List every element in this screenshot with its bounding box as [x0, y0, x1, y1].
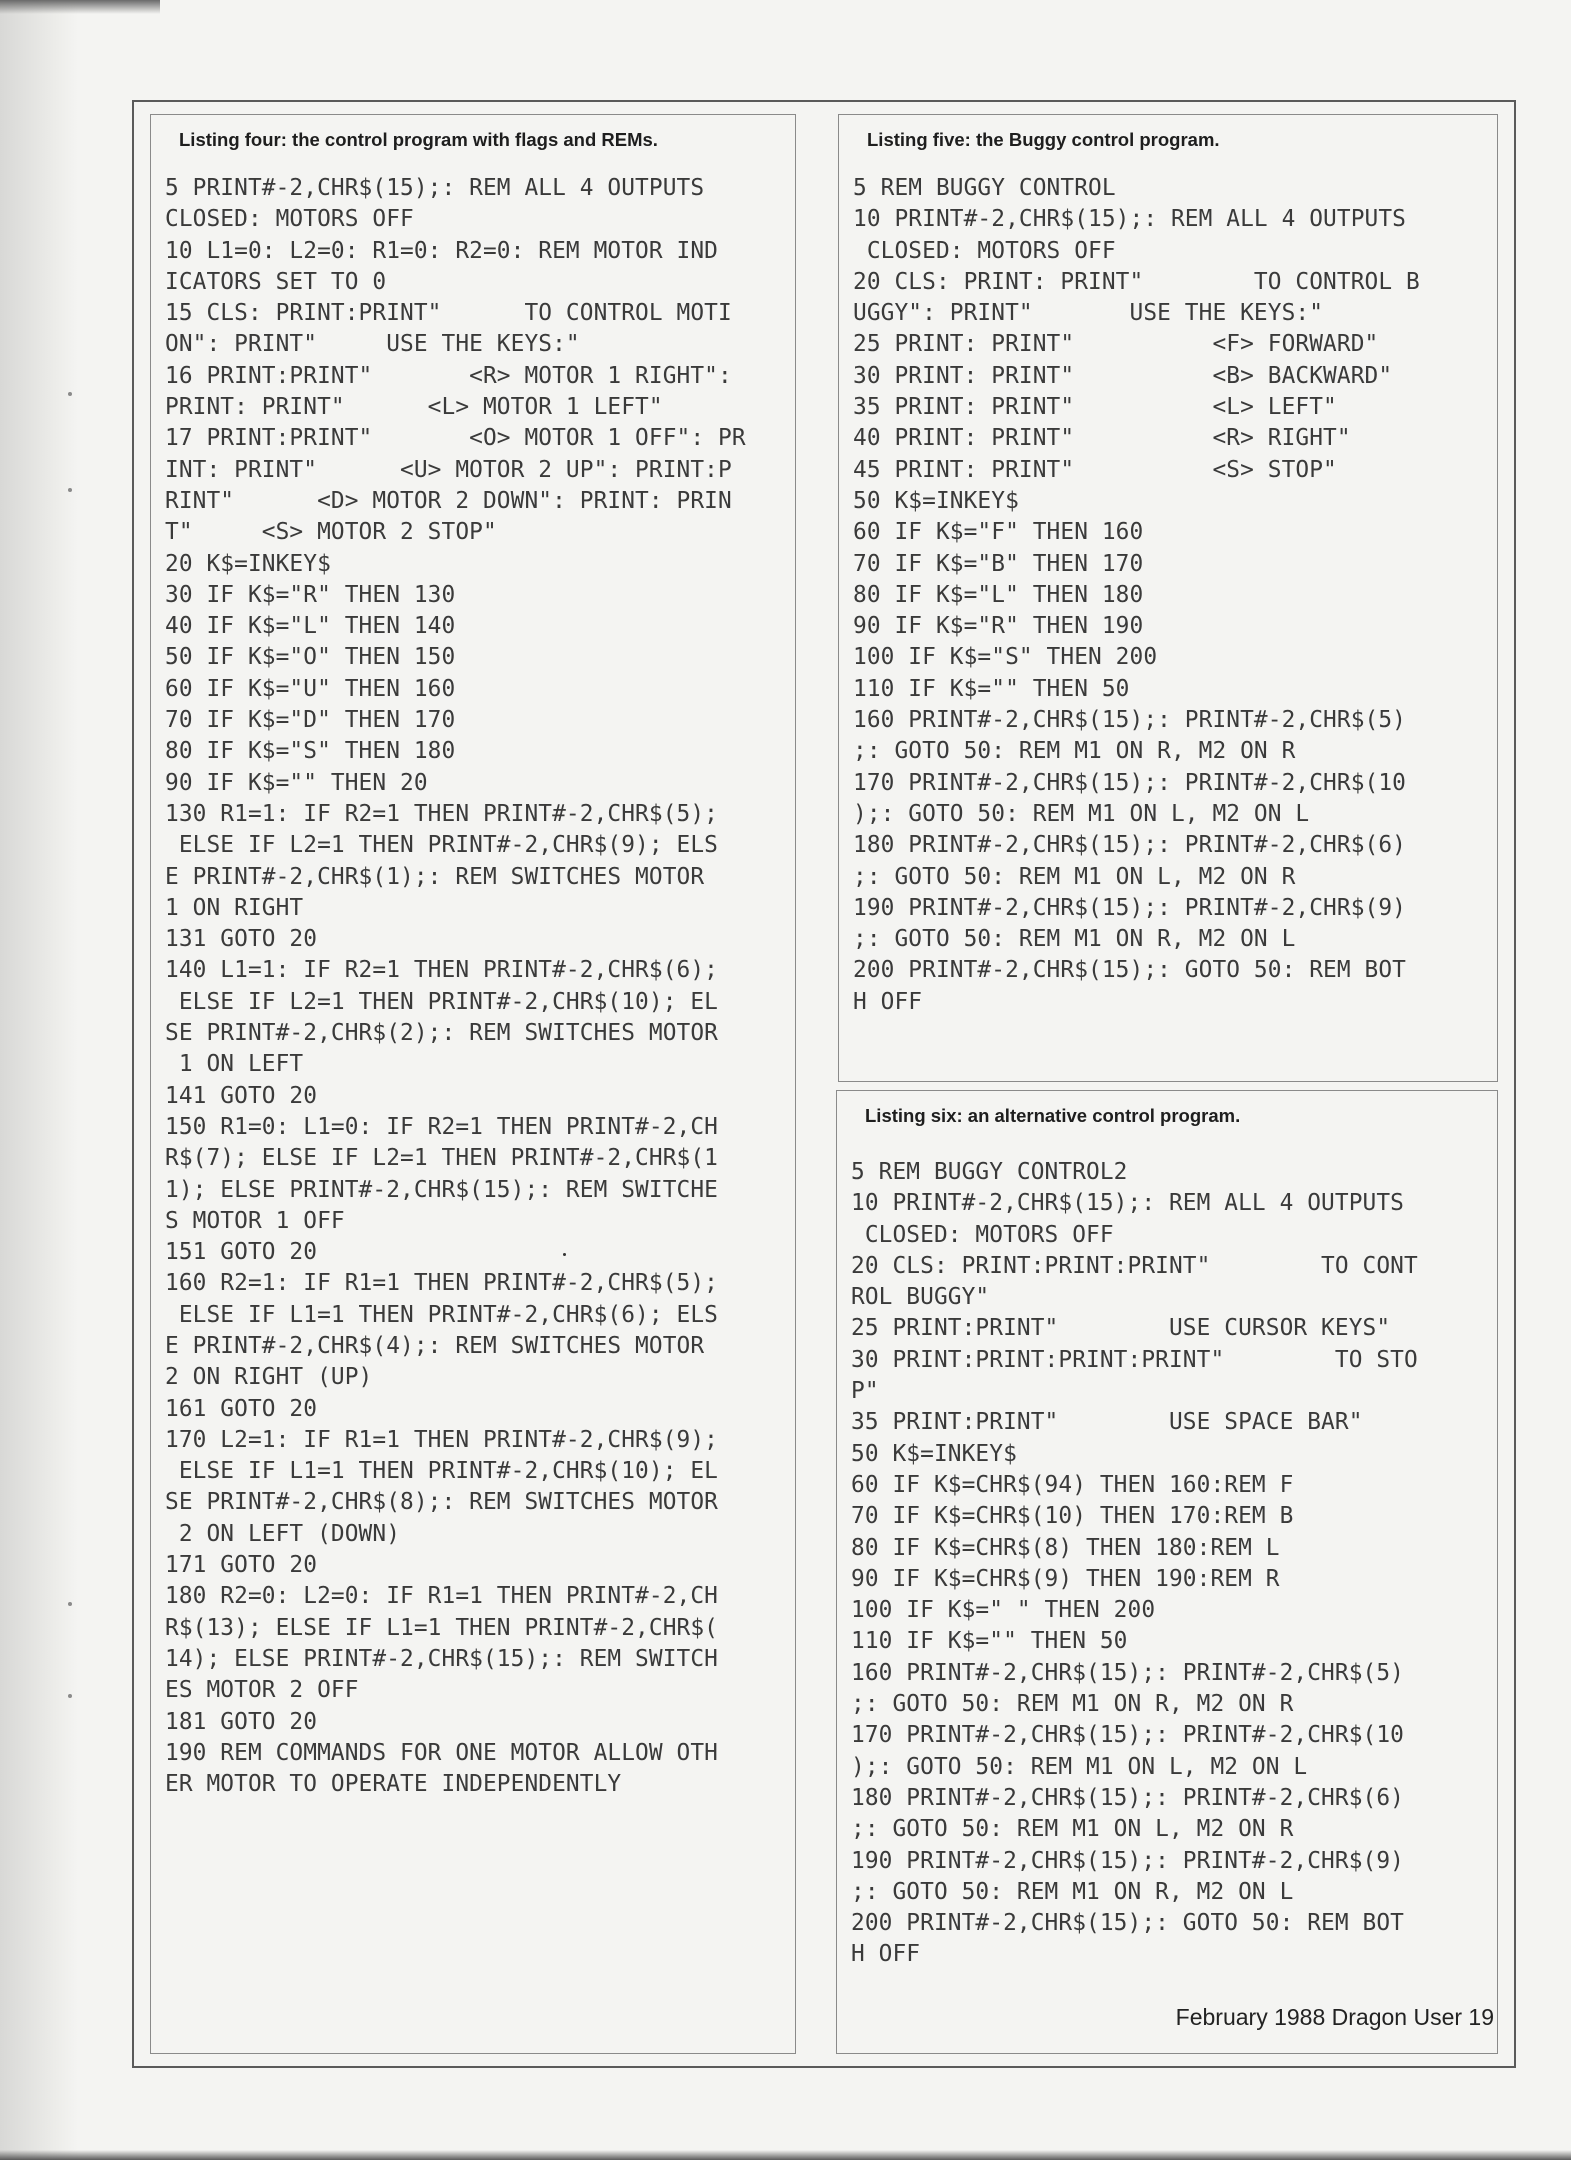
code-line: 2 ON LEFT (DOWN)	[165, 1520, 401, 1547]
code-line: );: GOTO 50: REM M1 ON L, M2 ON L	[851, 1753, 1308, 1780]
margin-mark	[68, 392, 72, 396]
code-line: 160 PRINT#-2,CHR$(15);: PRINT#-2,CHR$(5)	[851, 1659, 1404, 1686]
code-line: 180 PRINT#-2,CHR$(15);: PRINT#-2,CHR$(6)	[853, 832, 1406, 859]
code-line: ELSE IF L2=1 THEN PRINT#-2,CHR$(9); ELS	[165, 832, 718, 859]
code-line: ELSE IF L2=1 THEN PRINT#-2,CHR$(10); EL	[165, 988, 718, 1015]
code-line: 151 GOTO 20	[165, 1239, 318, 1266]
listing-four-code	[165, 173, 746, 1800]
code-line: SE PRINT#-2,CHR$(8);: REM SWITCHES MOTOR	[165, 1489, 718, 1516]
code-line: 131 GOTO 20	[165, 926, 318, 953]
code-line: T" <S> MOTOR 2 STOP"	[165, 519, 497, 546]
code-line: 170 PRINT#-2,CHR$(15);: PRINT#-2,CHR$(10	[851, 1722, 1404, 1749]
code-line: 25 PRINT: PRINT" <F> FORWARD"	[853, 331, 1379, 358]
code-line: 140 L1=1: IF R2=1 THEN PRINT#-2,CHR$(6);	[165, 957, 718, 984]
code-line: 200 PRINT#-2,CHR$(15);: GOTO 50: REM BOT	[851, 1910, 1404, 1937]
code-line: 60 IF K$=CHR$(94) THEN 160:REM F	[851, 1471, 1294, 1498]
code-line: );: GOTO 50: REM M1 ON L, M2 ON L	[853, 800, 1310, 827]
code-line: ER MOTOR TO OPERATE INDEPENDENTLY	[165, 1771, 622, 1798]
code-line: 141 GOTO 20	[165, 1082, 318, 1109]
code-line: 160 R2=1: IF R1=1 THEN PRINT#-2,CHR$(5);	[165, 1270, 718, 1297]
code-line: 15 CLS: PRINT:PRINT" TO CONTROL MOTI	[165, 300, 732, 327]
code-line: CLOSED: MOTORS OFF	[853, 237, 1116, 264]
code-line: 5 PRINT#-2,CHR$(15);: REM ALL 4 OUTPUTS	[165, 175, 705, 201]
code-line: ;: GOTO 50: REM M1 ON R, M2 ON R	[853, 738, 1296, 765]
code-line: ;: GOTO 50: REM M1 ON L, M2 ON R	[853, 863, 1296, 890]
code-line: 70 IF K$="B" THEN 170	[853, 550, 1144, 577]
code-line: 1 ON RIGHT	[165, 894, 304, 921]
listing-four-box	[150, 114, 796, 2054]
code-line: 50 K$=INKEY$	[853, 487, 1019, 514]
margin-mark	[68, 1694, 72, 1698]
code-line: SE PRINT#-2,CHR$(2);: REM SWITCHES MOTOR	[165, 1020, 718, 1047]
code-line: 10 L1=0: L2=0: R1=0: R2=0: REM MOTOR IND	[165, 237, 718, 264]
code-line: 35 PRINT:PRINT" USE SPACE BAR"	[851, 1409, 1363, 1436]
listing-five-title: Listing five: the Buggy control program.	[867, 129, 1220, 150]
code-line: 10 PRINT#-2,CHR$(15);: REM ALL 4 OUTPUTS	[853, 206, 1406, 233]
listing-four-title: Listing four: the control program with flags and REMs.	[179, 129, 658, 150]
code-line: 110 IF K$="" THEN 50	[853, 675, 1130, 702]
code-line: 130 R1=1: IF R2=1 THEN PRINT#-2,CHR$(5);	[165, 800, 718, 827]
code-line: 45 PRINT: PRINT" <S> STOP"	[853, 456, 1337, 483]
code-line: 200 PRINT#-2,CHR$(15);: GOTO 50: REM BOT	[853, 957, 1406, 984]
code-line: 14); ELSE PRINT#-2,CHR$(15);: REM SWITCH	[165, 1645, 718, 1672]
code-line: RINT" <D> MOTOR 2 DOWN": PRINT: PRIN	[165, 487, 732, 514]
code-line: 30 PRINT:PRINT:PRINT:PRINT" TO STO	[851, 1346, 1418, 1373]
code-line: 80 IF K$="S" THEN 180	[165, 738, 456, 765]
code-line: 50 K$=INKEY$	[851, 1440, 1017, 1467]
code-line: 60 IF K$="F" THEN 160	[853, 519, 1144, 546]
code-line: 150 R1=0: L1=0: IF R2=1 THEN PRINT#-2,CH	[165, 1113, 718, 1140]
listing-six-title: Listing six: an alternative control program.	[865, 1105, 1241, 1126]
code-line: 171 GOTO 20	[165, 1552, 318, 1579]
code-line: 190 PRINT#-2,CHR$(15);: PRINT#-2,CHR$(9)	[853, 894, 1406, 921]
margin-mark	[68, 1602, 72, 1606]
code-line: 2 ON RIGHT (UP)	[165, 1364, 373, 1391]
code-line: 100 IF K$=" " THEN 200	[851, 1597, 1156, 1624]
code-line: 5 REM BUGGY CONTROL2	[851, 1159, 1128, 1185]
code-line: 110 IF K$="" THEN 50	[851, 1628, 1128, 1655]
code-line: R$(13); ELSE IF L1=1 THEN PRINT#-2,CHR$(	[165, 1614, 718, 1641]
code-line: 50 IF K$="O" THEN 150	[165, 644, 456, 671]
margin-mark	[68, 488, 72, 492]
code-line: 30 IF K$="R" THEN 130	[165, 581, 456, 608]
code-line: ;: GOTO 50: REM M1 ON R, M2 ON L	[851, 1878, 1294, 1905]
listing-five-box	[838, 114, 1498, 1082]
code-line: 1); ELSE PRINT#-2,CHR$(15);: REM SWITCHE	[165, 1176, 718, 1203]
code-line: 70 IF K$="D" THEN 170	[165, 707, 456, 734]
code-line: ELSE IF L1=1 THEN PRINT#-2,CHR$(6); ELS	[165, 1301, 718, 1328]
code-line: H OFF	[853, 988, 923, 1015]
scan-shadow-top	[0, 0, 160, 14]
code-line: 100 IF K$="S" THEN 200	[853, 644, 1158, 671]
code-line: 160 PRINT#-2,CHR$(15);: PRINT#-2,CHR$(5)	[853, 707, 1406, 734]
listings-frame	[132, 100, 1516, 2068]
code-line: UGGY": PRINT" USE THE KEYS:"	[853, 300, 1324, 327]
code-line: E PRINT#-2,CHR$(1);: REM SWITCHES MOTOR	[165, 863, 705, 890]
listing-five-code	[853, 173, 1420, 1018]
code-line: 190 PRINT#-2,CHR$(15);: PRINT#-2,CHR$(9)	[851, 1847, 1404, 1874]
code-line: ES MOTOR 2 OFF	[165, 1677, 359, 1704]
code-line: P"	[851, 1378, 879, 1405]
code-line: ;: GOTO 50: REM M1 ON R, M2 ON R	[851, 1691, 1294, 1718]
code-line: 70 IF K$=CHR$(10) THEN 170:REM B	[851, 1503, 1294, 1530]
code-line: 90 IF K$=CHR$(9) THEN 190:REM R	[851, 1565, 1280, 1592]
code-line: INT: PRINT" <U> MOTOR 2 UP": PRINT:P	[165, 456, 732, 483]
code-line: 90 IF K$="R" THEN 190	[853, 613, 1144, 640]
code-line: 80 IF K$="L" THEN 180	[853, 581, 1144, 608]
code-line: 16 PRINT:PRINT" <R> MOTOR 1 RIGHT":	[165, 362, 732, 389]
code-line: 1 ON LEFT	[165, 1051, 304, 1078]
code-line: CLOSED: MOTORS OFF	[165, 206, 414, 233]
code-line: E PRINT#-2,CHR$(4);: REM SWITCHES MOTOR	[165, 1332, 705, 1359]
code-line: ICATORS SET TO 0	[165, 268, 387, 295]
code-line: CLOSED: MOTORS OFF	[851, 1221, 1114, 1248]
code-line: ELSE IF L1=1 THEN PRINT#-2,CHR$(10); EL	[165, 1458, 718, 1485]
code-line: 60 IF K$="U" THEN 160	[165, 675, 456, 702]
code-line: 10 PRINT#-2,CHR$(15);: REM ALL 4 OUTPUTS	[851, 1190, 1404, 1217]
code-line: 161 GOTO 20	[165, 1395, 318, 1422]
code-line: S MOTOR 1 OFF	[165, 1207, 345, 1234]
code-line: 25 PRINT:PRINT" USE CURSOR KEYS"	[851, 1315, 1391, 1342]
code-line: 17 PRINT:PRINT" <O> MOTOR 1 OFF": PR	[165, 425, 746, 452]
code-line: 180 PRINT#-2,CHR$(15);: PRINT#-2,CHR$(6)	[851, 1784, 1404, 1811]
code-line: 170 L2=1: IF R1=1 THEN PRINT#-2,CHR$(9);	[165, 1426, 718, 1453]
code-line: 180 R2=0: L2=0: IF R1=1 THEN PRINT#-2,CH	[165, 1583, 718, 1610]
code-line: PRINT: PRINT" <L> MOTOR 1 LEFT"	[165, 394, 663, 421]
listing-six-box	[836, 1090, 1498, 2054]
code-line: 90 IF K$="" THEN 20	[165, 769, 428, 796]
code-line: 30 PRINT: PRINT" <B> BACKWARD"	[853, 362, 1393, 389]
code-line: 20 CLS: PRINT:PRINT:PRINT" TO CONT	[851, 1252, 1418, 1279]
scan-speck	[563, 1253, 566, 1256]
listing-six-code	[851, 1157, 1418, 1971]
scan-shadow-bottom	[0, 2150, 1571, 2160]
code-line: 170 PRINT#-2,CHR$(15);: PRINT#-2,CHR$(10	[853, 769, 1406, 796]
code-line: 40 PRINT: PRINT" <R> RIGHT"	[853, 425, 1351, 452]
code-line: 190 REM COMMANDS FOR ONE MOTOR ALLOW OTH	[165, 1739, 718, 1766]
page-footer: February 1988 Dragon User 19	[1175, 2004, 1494, 2030]
code-line: 80 IF K$=CHR$(8) THEN 180:REM L	[851, 1534, 1280, 1561]
code-line: H OFF	[851, 1941, 921, 1968]
code-line: ;: GOTO 50: REM M1 ON L, M2 ON R	[851, 1816, 1294, 1843]
code-line: ROL BUGGY"	[851, 1284, 990, 1311]
code-line: ;: GOTO 50: REM M1 ON R, M2 ON L	[853, 926, 1296, 953]
code-line: 181 GOTO 20	[165, 1708, 318, 1735]
code-line: 35 PRINT: PRINT" <L> LEFT"	[853, 394, 1337, 421]
code-line: R$(7); ELSE IF L2=1 THEN PRINT#-2,CHR$(1	[165, 1145, 718, 1172]
code-line: 40 IF K$="L" THEN 140	[165, 613, 456, 640]
code-line: 20 K$=INKEY$	[165, 550, 331, 577]
page-binding-edge	[0, 0, 78, 2160]
code-line: ON": PRINT" USE THE KEYS:"	[165, 331, 580, 358]
code-line: 5 REM BUGGY CONTROL	[853, 175, 1116, 201]
code-line: 20 CLS: PRINT: PRINT" TO CONTROL B	[853, 268, 1420, 295]
